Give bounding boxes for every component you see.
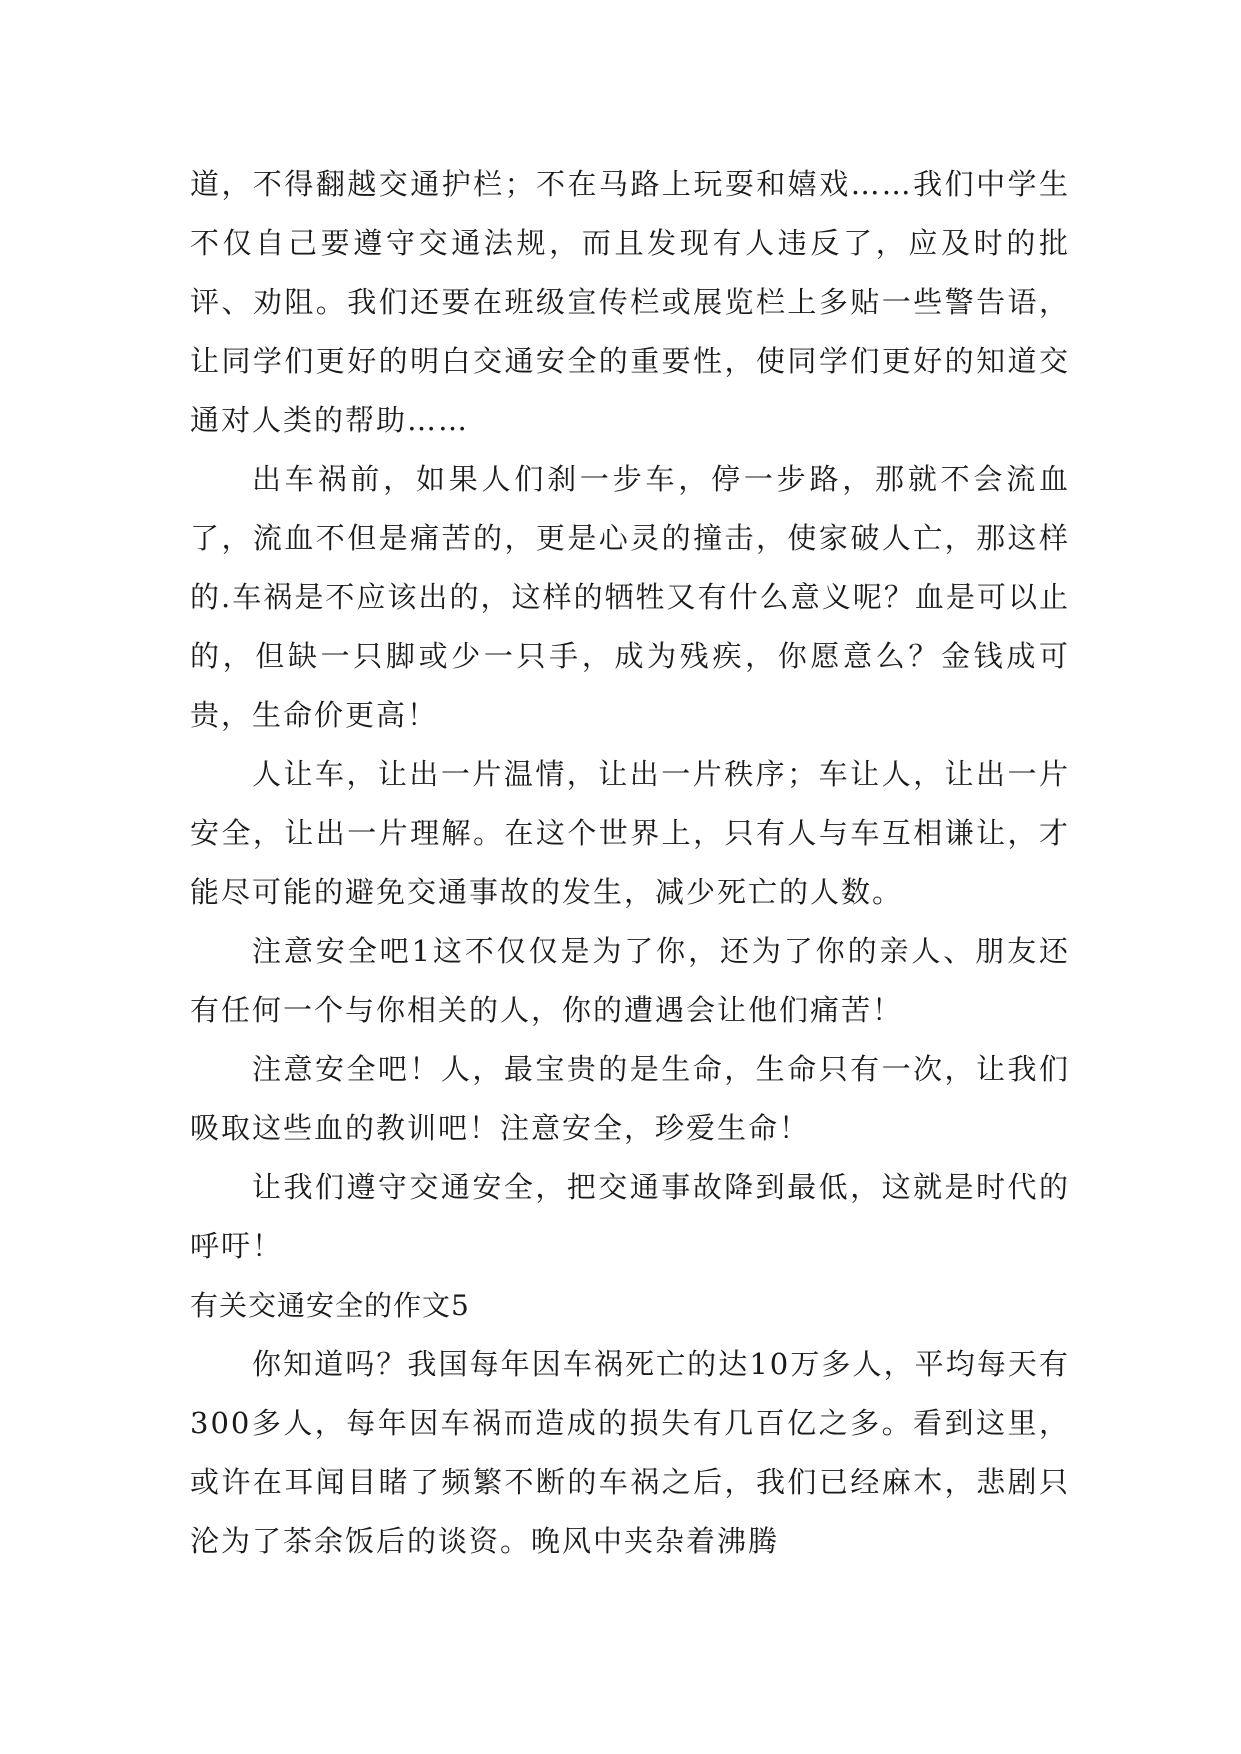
paragraph-1: 道，不得翻越交通护栏；不在马路上玩耍和嬉戏……我们中学生不仅自己要遵守交通法规，而且发现有人违反了，应及时的批评、劝阻。我们还要在班级宣传栏或展览栏上多贴一些警告语，让同学们更好的明白交通安全的重要性，使同学们更好的知道交通对人类的帮助……: [190, 167, 1070, 437]
paragraph-4: 注意安全吧1这不仅仅是为了你，还为了你的亲人、朋友还有任何一个与你相关的人，你的遭遇会让他们痛苦！: [190, 934, 1070, 1027]
paragraph-5: 注意安全吧！人，最宝贵的是生命，生命只有一次，让我们吸取这些血的教训吧！注意安全，珍爱生命！: [190, 1052, 1070, 1145]
section-heading: 有关交通安全的作文5: [190, 1289, 470, 1322]
paragraph-7: 你知道吗？我国每年因车祸死亡的达10万多人，平均每天有300多人，每年因车祸而造成的损失有几百亿之多。看到这里，或许在耳闻目睹了频繁不断的车祸之后，我们已经麻木，悲剧只沦为了茶余饭后的谈资。晚风中夹杂着沸腾: [190, 1347, 1070, 1558]
document-page: [190, 155, 1070, 1571]
paragraph-2: 出车祸前，如果人们刹一步车，停一步路，那就不会流血了，流血不但是痛苦的，更是心灵的撞击，使家破人亡，那这样的.车祸是不应该出的，这样的牺牲又有什么意义呢？血是可以止的，但缺一只脚或少一只手，成为残疾，你愿意么？金钱成可贵，生命价更高！: [190, 462, 1070, 732]
paragraph-6: 让我们遵守交通安全，把交通事故降到最低，这就是时代的呼吁！: [190, 1170, 1070, 1263]
paragraph-3: 人让车，让出一片温情，让出一片秩序；车让人，让出一片安全，让出一片理解。在这个世界上，只有人与车互相谦让，才能尽可能的避免交通事故的发生，减少死亡的人数。: [190, 757, 1070, 909]
